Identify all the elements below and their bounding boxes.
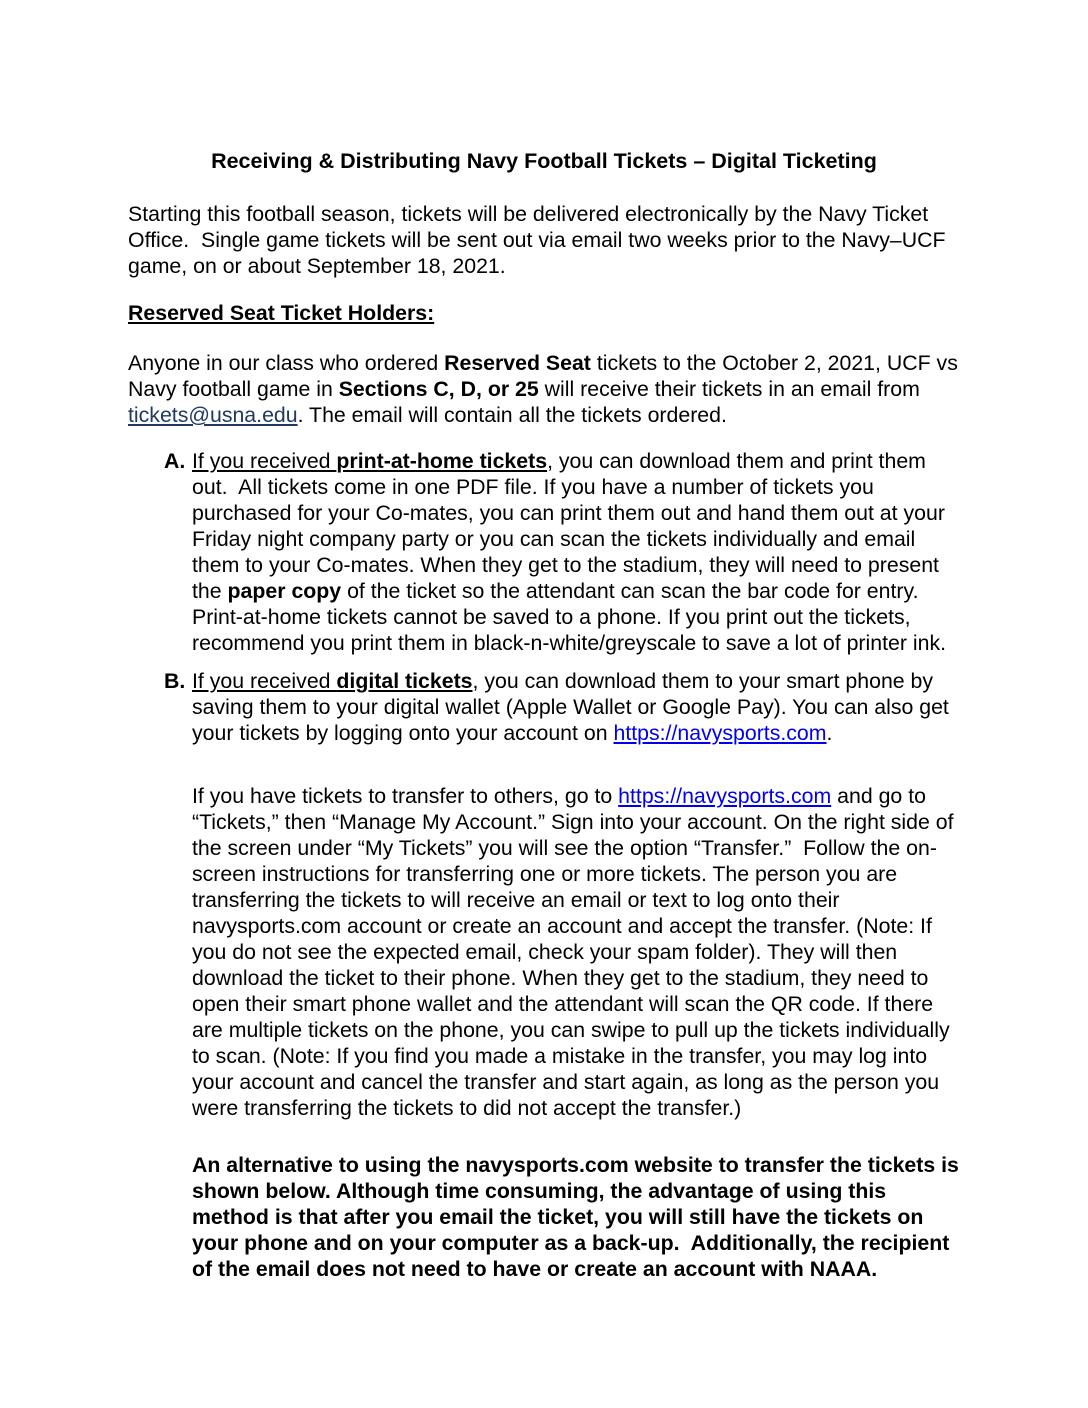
navysports-link[interactable]: https://navysports.com xyxy=(613,721,827,745)
list-marker-a: A. xyxy=(164,449,186,473)
text-segment: , you can download them and print them out. All tickets come in one PDF file. If you have a number of tickets you purchased for your Co-mates, you can print them out and hand them out at your Friday night company party or you can scan the tickets individually and email them to your Co-mates. When they get to the stadium, they will need to present the xyxy=(192,449,951,603)
list-item-b-text xyxy=(192,668,960,746)
list-marker-b: B. xyxy=(164,669,186,693)
text-segment: , you can download them to your smart phone by saving them to your digital wallet (Apple Wallet or Google Pay). You can also get your tickets by logging onto your account on xyxy=(192,669,955,745)
list-item-a xyxy=(128,448,960,656)
bold-paper-copy: paper copy xyxy=(227,579,342,603)
list-item-a-text xyxy=(192,448,960,656)
text-segment: of the ticket so the attendant can scan the bar code for entry. Print-at-home tickets cannot be saved to a phone. If you print out the tickets, recommend you print them in black-n-white/greyscale to save a lot of printer ink. xyxy=(192,579,947,655)
text-segment: tickets to the October 2, 2021, UCF vs Navy football game in xyxy=(128,351,964,401)
text-segment: and go to “Tickets,” then “Manage My Account.” Sign into your account. On the right side of the screen under “My Tickets” you will see the option “Transfer.” Follow the on-screen instructions for transferring one or more tickets. The person you are transferring the tickets to will receive an email or text to log onto their navysports.com account or create an account and accept the transfer. (Note: If you do not see the expected email, check your spam folder). They will then download the ticket to their phone. When they get to the stadium, they need to open their smart phone wallet and the attendant will scan the QR code. If there are multiple tickets on the phone, you can swipe to pull up the tickets individually to scan. (Note: If you find you made a mistake in the transfer, you may log into your account and cancel the transfer and start again, as long as the person you were transferring the tickets to did not accept the transfer.) xyxy=(192,784,960,1120)
navysports-link[interactable]: https://navysports.com xyxy=(618,784,832,808)
list-item-b xyxy=(128,668,960,746)
reserved-paragraph xyxy=(128,350,964,428)
document-title: Receiving & Distributing Navy Football Tickets – Digital Ticketing xyxy=(211,149,877,173)
text-segment: If you have tickets to transfer to others, go to xyxy=(192,784,619,808)
text-segment: will receive their tickets in an email from xyxy=(538,377,926,401)
transfer-paragraph xyxy=(192,783,960,1121)
bold-digital-tickets: digital tickets xyxy=(336,669,473,693)
text-segment: . xyxy=(826,721,833,745)
intro-paragraph: Starting this football season, tickets will be delivered electronically by the Navy Ticket Office. Single game tickets will be sent out via email two weeks prior to the Navy–UCF game, on or about September 18, 2021. xyxy=(128,202,952,278)
text-segment: Anyone in our class who ordered xyxy=(128,351,445,375)
bold-reserved-seat: Reserved Seat xyxy=(444,351,591,375)
bold-sections: Sections C, D, or 25 xyxy=(338,377,539,401)
underlined-lead: If you received xyxy=(192,449,337,473)
section-heading: Reserved Seat Ticket Holders: xyxy=(128,301,435,325)
bold-print-at-home: print-at-home tickets xyxy=(336,449,548,473)
text-segment: . The email will contain all the tickets ordered. xyxy=(297,403,727,427)
alternative-paragraph: An alternative to using the navysports.com website to transfer the tickets is shown below. Although time consuming, the advantage of using this method is that after you email the ticket, you will still have the tickets on your phone and on your computer as a back-up. Additionally, the recipient of the email does not need to have or create an account with NAAA. xyxy=(192,1153,965,1281)
underlined-lead: If you received xyxy=(192,669,337,693)
email-link[interactable]: tickets@usna.edu xyxy=(128,403,298,427)
